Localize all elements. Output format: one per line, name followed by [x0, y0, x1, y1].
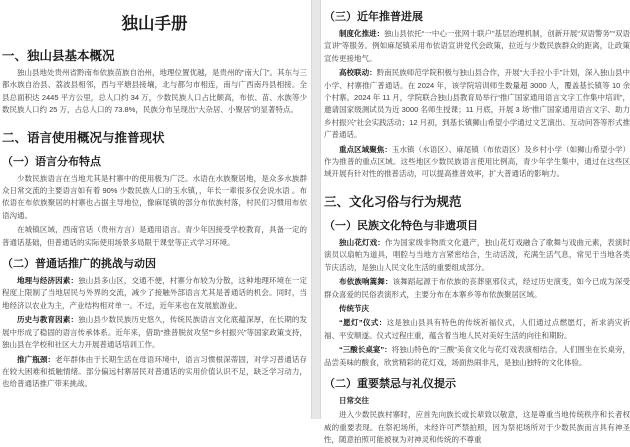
- paragraph: 少数民族语言在当地尤其是村寨中的使用极为广泛。水语在水族聚居地，是众多水族群众日常交流的主要语言如有着 90% 少数民族人口的玉水镇，，年长一辈很多仅会说水语 。布依语在布依族聚居的村寨也占据主导地位，像麻尾镇的部分布依族村落，村民们习惯用布依语沟通。: [2, 173, 307, 220]
- paragraph-text: 玉水镇（水语区）、麻尾镇（布依语区）及乡村小学（如狮山希望小学）作为推普的重点区域。这些地区少数民族语言使用比例高，青少年学生集中，通过在这些区域开展有针对性的推普活动，可以提高推普效率，扩大普通话的影响力。: [324, 144, 630, 179]
- page-gap-divider: [311, 0, 321, 419]
- paragraph-label: 推广瓶颈：: [17, 354, 56, 364]
- paragraph: [2, 354, 307, 391]
- paragraph-label: “愿灯”仪式：: [339, 318, 387, 328]
- paragraph-text: 独山县少数民族历史悠久，传统民族语言文化底蕴深厚，在长期的发展中形成了稳固的语言传承体系。近年来，借助“推普脱贫攻坚”“乡村振兴”等国家政策支持，独山县在学校和社区大力开展普通话培训工作。: [2, 315, 308, 350]
- paragraph: [324, 237, 630, 274]
- paragraph-text: 作为国家级非物质文化遗产，独山花灯戏融合了歌舞与戏曲元素，表演时演员以扇帕为道具，唱腔与当地方言紧密结合，生动活泼，充满生活气息，常见于当地各类节庆活动，是独山人民文化生活的重要组成部分。: [324, 237, 630, 272]
- paragraph-text: 将独山特色的“三酸”美食文化与花灯戏表演相结合，人们围坐在长桌旁，品尝美味的酸食，欣赏精彩的花灯戏，场面热闹非凡，是独山独特的文化体验。: [324, 345, 630, 367]
- paragraph-text: 独山县依托“一中心一张网十联户”基层治理机制，创新开展“双语警务”“双语宣讲”等服务。例如麻尾镇采用布依语宣讲党代会政策，拉近与少数民族群众的距离，让政策宣传更接地气。: [324, 29, 630, 63]
- page-right: [321, 0, 630, 445]
- subsection-heading: （一）语言分布特点: [2, 155, 101, 168]
- paragraph-text: 这是独山县具有特色的传统祈福仪式，人们通过点燃愿灯，祈求消灾祈福、平安顺遂。仪式过程庄重，蕴含着当地人民对美好生活的向往和期盼。: [324, 318, 630, 340]
- paragraph: 独山县地处贵州省黔南布依族苗族自治州，地理位置优越，是贵州的“南大门”。其东与三都水族自治县、荔波县相邻，西与平塘县接壤，北与都匀市相连，南与广西南丹县相接。全县总面积达 2445 平方公里，总人口约 34 万，少数民族人口占比颇高，布依、苗、水族等少数民族人口约 25 万，占总人口的 73.8%，民族分布呈现出“大杂居、小聚居”的显著特点。: [2, 68, 307, 115]
- paragraph-label: 制度化推进：: [339, 29, 385, 38]
- sub-heading: 日常交往: [339, 395, 369, 405]
- paragraph-label: 重点区域聚焦：: [339, 144, 392, 154]
- paragraph-label: 独山花灯戏：: [339, 237, 385, 247]
- paragraph-label: 高校联动：: [339, 68, 377, 78]
- paragraph: [2, 314, 307, 351]
- paragraph: [2, 275, 307, 312]
- paragraph-text: 黔南民族师范学院积极与独山县合作，开展“大手拉小手”计划，深入独山县中小学、村寨推广普通话。在 2024 年，该学院培训师生数量超 3000 人，覆盖基长镇等 10 余个村寨。2024 年 11 月，学院联合独山县教育局举行“推广国家通用语言文字工作集中培训”，邀请国家级测试员为近 3000 名师生授课；11 月底，开展 3 场“推广国家通用语言文字、助力乡村振兴”社会实践活动；12 月初，到基长镇狮山希望小学通过文艺演出、互动问答等形式推广普通话。: [324, 68, 630, 140]
- paragraph-text: 该舞蹈起源于布依族的丧葬驱邪仪式，经过历史演变，如今已成为深受群众喜爱的民俗表演形式，主要分布在本寨乡等布依族聚居区域。: [324, 277, 630, 299]
- subsection-heading: （一）民族文化特色与非遗项目: [324, 219, 478, 232]
- paragraph: [324, 67, 630, 141]
- subsection-heading: （二）普通话推广的挑战与动因: [2, 258, 156, 271]
- paragraph: [324, 317, 630, 342]
- section-heading: 二、语言使用概况与推普现状: [2, 130, 165, 145]
- paragraph-label: “三酸长桌宴”：: [339, 345, 392, 355]
- paragraph: 在城镇区域，西南官话（贵州方言）是通用语言。青少年因接受学校教育，具备一定的普通话基础，但普通话的实际使用场景多局限于课堂等正式学习环境。: [2, 225, 307, 247]
- sub-heading: 传统节庆: [339, 303, 369, 313]
- paragraph-label: 历史与教育因素：: [17, 315, 79, 325]
- paragraph-label: 地理与经济因素：: [17, 276, 79, 286]
- page-right-content: [324, 10, 630, 447]
- subsection-heading: （二）重要禁忌与礼仪提示: [324, 377, 456, 390]
- doc-title: 独山手册: [121, 15, 188, 33]
- section-heading: 一、独山县基本概况: [2, 49, 115, 63]
- section-heading: 三、文化习俗与行为规范: [324, 194, 462, 209]
- paragraph-text: 老年群体由于长期生活在母语环境中，语言习惯根深蒂固，对学习普通话存在较大困难和抵触情绪。部分偏远村寨居民对普通话的实用价值认识不足，缺乏学习动力，也给普通话推广带来挑战。: [2, 354, 308, 389]
- page-left: [0, 0, 311, 419]
- paragraph-text: 独山县多山区，交通不便，村寨分布较为分散，这种地理环境在一定程度上限制了当地居民与外界的交流，减少了接触外部语言尤其是普通话的机会。同时，当地经济以农业为主，产业结构相对单一。不过，近年来也在发展旅游业。: [2, 276, 308, 310]
- paragraph: [324, 144, 630, 181]
- paragraph-label: 布依族响篙舞：: [339, 277, 393, 287]
- paragraph: [324, 344, 630, 369]
- subsection-heading: （三）近年推普进展: [324, 11, 423, 23]
- paragraph: [324, 28, 630, 65]
- paragraph: [324, 276, 630, 301]
- paragraph: 进入少数民族村寨时，应首先向族长或长辈致以敬意，这是尊重当地传统秩序和长者权威的重要表现。在祭祀场所，未经许可严禁拍照，因为祭祀场所对于少数民族而言具有神圣性，随意拍照可能被视为对神灵和传统的不尊重: [324, 410, 630, 445]
